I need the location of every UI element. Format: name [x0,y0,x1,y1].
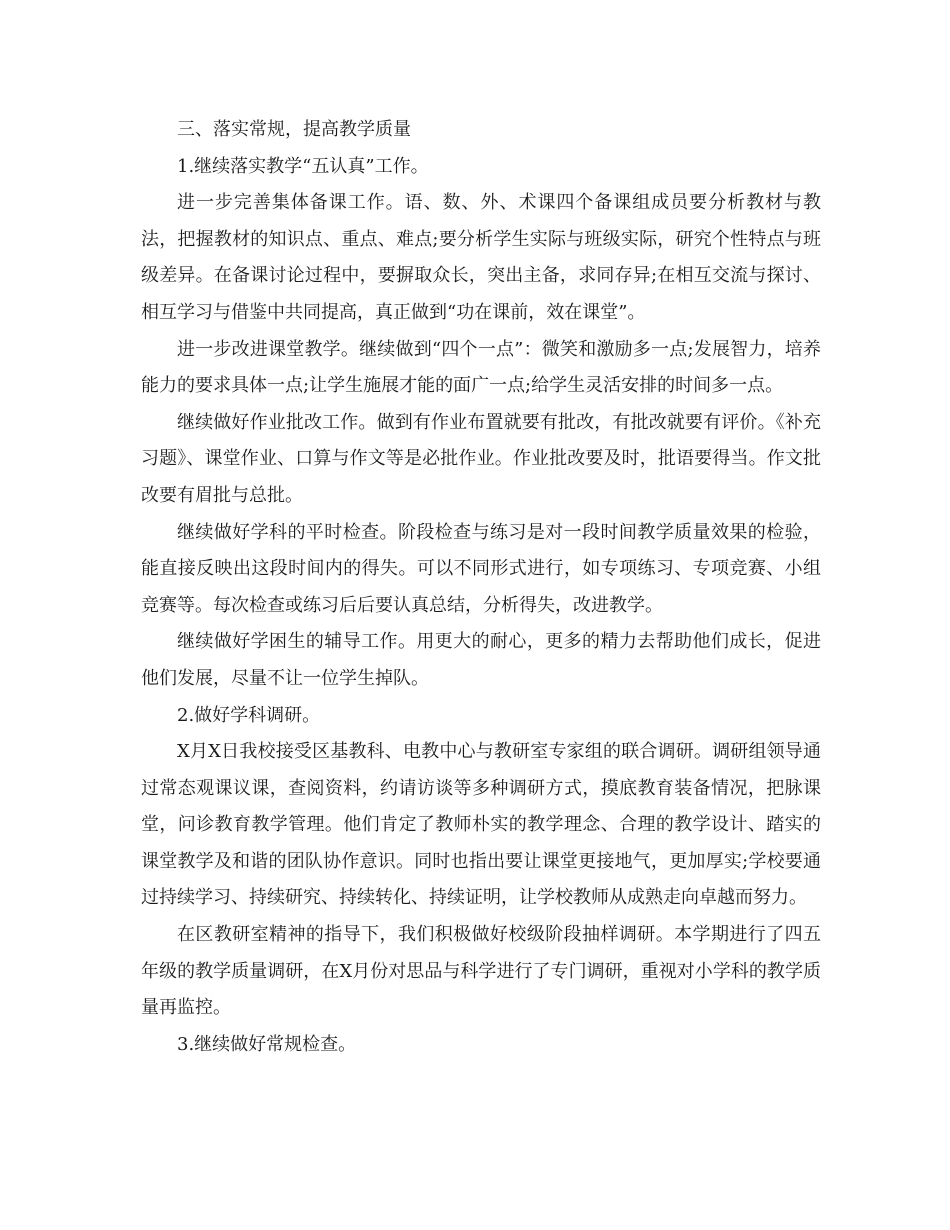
section-heading: 三、落实常规，提高教学质量 [177,119,411,140]
paragraph: 进一步改进课堂教学。继续做到“四个一点”：微笑和激励多一点;发展智力，培养能力的要求具体一点;让学生施展才能的面广一点;给学生灵活安排的时间多一点。 [141,338,821,397]
subsection-heading: 2.做好学科调研。 [177,704,321,726]
paragraph: 继续做好学科的平时检查。阶段检查与练习是对一段时间教学质量效果的检验，能直接反映出这段时间内的得失。可以不同形式进行，如专项练习、专项竞赛、小组竞赛等。每次检查或练习后后要认真总结，分析得失，改进教学。 [141,521,821,616]
paragraph: 在区教研室精神的指导下，我们积极做好校级阶段抽样调研。本学期进行了四五年级的教学质量调研，在X月份对思品与科学进行了专门调研，重视对小学科的教学质量再监控。 [141,924,821,1019]
subsection-heading: 1.继续落实教学“五认真”工作。 [177,155,429,177]
paragraph: 进一步完善集体备课工作。语、数、外、术课四个备课组成员要分析教材与教法，把握教材的知识点、重点、难点;要分析学生实际与班级实际，研究个性特点与班级差异。在备课讨论过程中，要摒取众长，突出主备，求同存异;在相互交流与探讨、相互学习与借鉴中共同提高，真正做到“功在课前，效在课堂”。 [141,192,821,323]
subsection-heading: 3.继续做好常规检查。 [177,1033,357,1055]
document-body [141,112,821,1063]
paragraph: 继续做好学困生的辅导工作。用更大的耐心，更多的精力去帮助他们成长，促进他们发展，尽量不让一位学生掉队。 [141,631,821,689]
paragraph: X月X日我校接受区基教科、电教中心与教研室专家组的联合调研。调研组领导通过常态观课议课，查阅资料，约请访谈等多种调研方式，摸底教育装备情况，把脉课堂，问诊教育教学管理。他们肯定了教师朴实的教学理念、合理的教学设计、踏实的课堂教学及和谐的团队协作意识。同时也指出要让课堂更接地气，更加厚实;学校要通过持续学习、持续研究、持续转化、持续证明，让学校教师从成熟走向卓越而努力。 [141,741,821,909]
paragraph: 继续做好作业批改工作。做到有作业布置就要有批改，有批改就要有评价。《补充习题》、课堂作业、口算与作文等是必批作业。作业批改要及时，批语要得当。作文批改要有眉批与总批。 [141,411,821,506]
